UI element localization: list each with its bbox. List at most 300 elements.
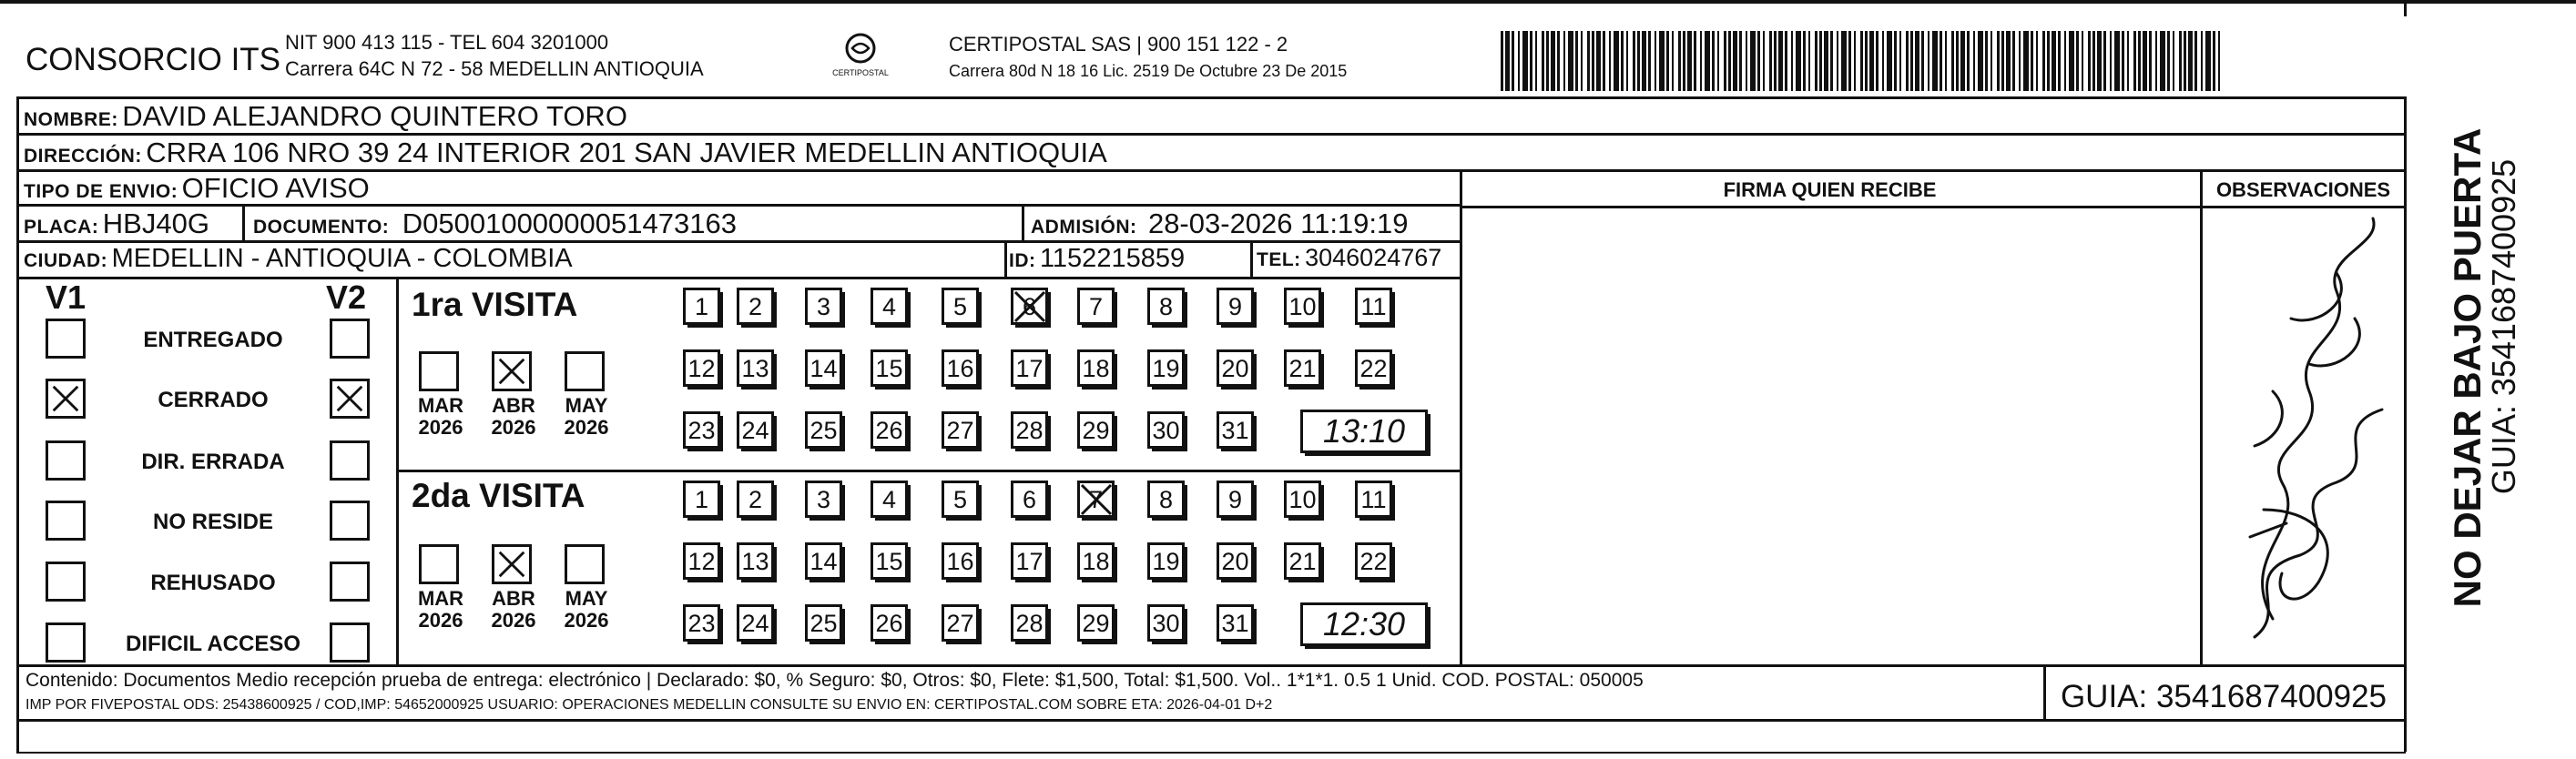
second-day-box[interactable]: 6 (1011, 481, 1048, 518)
svg-text:CERTIPOSTAL: CERTIPOSTAL (832, 68, 889, 77)
first-day-box[interactable]: 20 (1217, 349, 1254, 387)
barcode-bar (1960, 31, 1965, 91)
barcode-bar (1575, 31, 1578, 91)
barcode-bar (1997, 31, 2000, 91)
v2-checkbox[interactable] (330, 379, 370, 419)
barcode-bar (2092, 31, 2095, 91)
month-name: MAR (417, 587, 464, 610)
barcode-bar (1678, 31, 1681, 91)
second-day-box[interactable]: 8 (1147, 481, 1185, 518)
barcode-bar (1854, 31, 1856, 91)
barcode-bar (2047, 31, 2050, 91)
barcode-bar (2031, 31, 2033, 91)
barcode-bar (1728, 31, 1731, 91)
barcode-bar (1581, 31, 1583, 91)
second-day-box[interactable]: 18 (1077, 542, 1115, 580)
admision-row (1031, 207, 1409, 240)
second-day-box[interactable]: 31 (1217, 604, 1254, 642)
barcode-bar (1808, 31, 1810, 91)
row-line (396, 470, 1460, 472)
barcode-bar (1750, 31, 1756, 91)
barcode-bar (1824, 31, 1828, 91)
barcode-bar (1785, 31, 1787, 91)
second-day-box[interactable]: 30 (1147, 604, 1185, 642)
barcode-bar (1837, 31, 1838, 91)
first-day-box[interactable]: 24 (737, 411, 774, 449)
barcode-bar (1592, 31, 1594, 91)
first-month-checkbox[interactable] (492, 351, 532, 391)
second-day-box[interactable]: 19 (1147, 542, 1185, 580)
status-label: CERRADO (158, 388, 269, 412)
first-day-box[interactable]: 29 (1077, 411, 1115, 449)
first-day-box[interactable]: 3 (805, 288, 842, 325)
barcode-bar (2205, 31, 2211, 91)
tipo-row (24, 172, 370, 205)
barcode-bar (1633, 31, 1635, 91)
barcode-bar (1985, 31, 1988, 91)
barcode-bar (1865, 31, 1868, 91)
barcode-bar (1621, 31, 1624, 91)
second-day-box[interactable]: 29 (1077, 604, 1115, 642)
v1-label: V1 (46, 278, 87, 316)
first-day-box[interactable]: 10 (1284, 288, 1321, 325)
barcode-bar (1694, 31, 1696, 91)
top-border (0, 0, 2576, 4)
first-day-box[interactable]: 4 (871, 288, 908, 325)
barcode-bar (2194, 31, 2197, 91)
barcode-bar (1869, 31, 1874, 91)
placa-value: HBJ40G (102, 207, 209, 239)
col-line (242, 204, 245, 240)
month-year: 2026 (564, 609, 609, 632)
month-name: ABR (492, 394, 535, 417)
barcode-bar (1512, 31, 1514, 91)
nombre-value: DAVID ALEJANDRO QUINTERO TORO (122, 100, 627, 132)
second-day-box[interactable]: 13 (737, 542, 774, 580)
first-day-box[interactable]: 5 (942, 288, 979, 325)
v2-checkbox[interactable] (330, 622, 370, 663)
barcode-bar (2088, 31, 2091, 91)
status-label: DIFICIL ACCESO (125, 632, 300, 656)
barcode-bar (2023, 31, 2029, 91)
direccion-label: DIRECCIÓN: (24, 146, 142, 167)
barcode-bar (1973, 31, 1975, 91)
second-day-box[interactable]: 16 (942, 542, 979, 580)
second-day-box[interactable]: 26 (871, 604, 908, 642)
barcode-bar (1815, 31, 1817, 91)
firma-header: FIRMA QUIEN RECIBE (1723, 178, 1937, 201)
second-day-box[interactable]: 5 (942, 481, 979, 518)
first-day-box[interactable]: 28 (1011, 411, 1048, 449)
barcode-bar (1932, 31, 1938, 91)
certipostal-logo (830, 30, 891, 81)
barcode-bar (1769, 31, 1772, 91)
ciudad-label: CIUDAD: (24, 250, 108, 271)
status-label: DIR. ERRADA (141, 450, 285, 474)
barcode-bar (2188, 31, 2193, 91)
footer-line1: Contenido: Documentos Medio recepción prueba de entrega: electrónico | Declarado: $0, % Seguro: $0, Otros: $0, Flete: $1,500, Total: $1,500. Vol.. 1*1*1. 0.5 1 Unid. COD. POSTAL: 050005 (25, 670, 1644, 691)
first-day-box[interactable]: 26 (871, 411, 908, 449)
second-day-box[interactable]: 4 (871, 481, 908, 518)
month-name: MAR (417, 394, 464, 417)
barcode-bar (1683, 31, 1685, 91)
first-day-box[interactable]: 7 (1077, 288, 1115, 325)
barcode-bar (1991, 31, 1992, 91)
month-name: MAY (565, 587, 608, 610)
first-month-checkbox[interactable] (419, 351, 459, 391)
barcode-bar (2064, 31, 2066, 91)
barcode-bar (2082, 31, 2083, 91)
month-year: 2026 (564, 416, 609, 439)
day-mark-icon (1078, 481, 1115, 518)
barcode-bar (1978, 31, 1983, 91)
barcode-bar (1967, 31, 1970, 91)
second-day-box[interactable]: 7 (1077, 481, 1115, 518)
first-visit-title: 1ra VISITA (412, 286, 578, 323)
company-nit: NIT 900 413 115 - TEL 604 3201000 (285, 31, 609, 54)
barcode-bar (2006, 31, 2011, 91)
barcode-bar (1546, 31, 1549, 91)
second-day-box[interactable]: 23 (683, 604, 720, 642)
barcode-bar (1522, 31, 1528, 91)
barcode-bar (1951, 31, 1954, 91)
month-name: ABR (492, 587, 535, 610)
barcode-bar (2133, 31, 2136, 91)
barcode-bar (1518, 31, 1520, 91)
first-day-box[interactable]: 16 (942, 349, 979, 387)
first-day-box[interactable]: 25 (805, 411, 842, 449)
barcode-bar (1717, 31, 1719, 91)
barcode-bar (1535, 31, 1537, 91)
first-day-box[interactable]: 30 (1147, 411, 1185, 449)
barcode-bar (2103, 31, 2106, 91)
v2-checkbox[interactable] (330, 562, 370, 602)
barcode-bar (1666, 31, 1669, 91)
barcode-bar (1945, 31, 1947, 91)
second-month-label (412, 588, 470, 632)
barcode-bar (2160, 31, 2165, 91)
barcode-bar (1796, 31, 1801, 91)
barcode-bar (2012, 31, 2015, 91)
barcode-bar (2114, 31, 2120, 91)
second-day-box[interactable]: 14 (805, 542, 842, 580)
month-name: MAY (565, 394, 608, 417)
barcode-bar (1705, 31, 1710, 91)
second-month-checkbox[interactable] (565, 544, 605, 584)
admision-label: ADMISIÓN: (1031, 217, 1137, 238)
row-line (16, 133, 2406, 136)
month-year: 2026 (491, 416, 536, 439)
barcode-bar (1505, 31, 1510, 91)
first-day-box[interactable]: 15 (871, 349, 908, 387)
barcode-bar (1882, 31, 1884, 91)
first-day-box[interactable]: 1 (683, 288, 720, 325)
second-day-box[interactable]: 11 (1355, 481, 1392, 518)
company-name: CONSORCIO ITS (25, 42, 281, 77)
barcode-bar (2127, 31, 2129, 91)
barcode-bar (1614, 31, 1619, 91)
row-line (16, 719, 2406, 722)
second-day-box[interactable]: 10 (1284, 481, 1321, 518)
first-day-box[interactable]: 17 (1011, 349, 1048, 387)
v1-checkbox[interactable] (46, 379, 86, 419)
barcode-bar (1774, 31, 1777, 91)
barcode-bar (1542, 31, 1544, 91)
tipo-label: TIPO DE ENVIO: (24, 181, 178, 202)
v1-checkbox[interactable] (46, 440, 86, 481)
first-day-box[interactable]: 27 (942, 411, 979, 449)
barcode-bar (2201, 31, 2203, 91)
barcode (1501, 31, 2225, 91)
barcode-bar (2001, 31, 2004, 91)
documento-row (253, 207, 737, 240)
v2-label: V2 (326, 278, 367, 316)
documento-value: D05001000000051473163 (402, 207, 737, 239)
second-visit-title: 2da VISITA (412, 477, 585, 514)
first-day-box[interactable]: 19 (1147, 349, 1185, 387)
barcode-bar (1841, 31, 1847, 91)
v1-checkbox[interactable] (46, 622, 86, 663)
second-day-box[interactable]: 22 (1355, 542, 1392, 580)
second-day-box[interactable]: 3 (805, 481, 842, 518)
barcode-bar (1648, 31, 1651, 91)
documento-label: DOCUMENTO: (253, 217, 390, 238)
barcode-bar (2036, 31, 2038, 91)
second-month-checkbox[interactable] (419, 544, 459, 584)
tel-label: TEL: (1257, 249, 1301, 270)
status-label: NO RESIDE (152, 510, 274, 534)
first-day-box[interactable]: 22 (1355, 349, 1392, 387)
form-bottom-line (16, 752, 2406, 754)
barcode-bar (1757, 31, 1760, 91)
second-day-box[interactable]: 25 (805, 604, 842, 642)
barcode-bar (2179, 31, 2182, 91)
nombre-label: NOMBRE: (24, 109, 118, 130)
direccion-row (24, 137, 1107, 169)
barcode-bar (1609, 31, 1611, 91)
id-value: 1152215859 (1039, 244, 1186, 273)
barcode-bar (1530, 31, 1532, 91)
barcode-bar (1915, 31, 1919, 91)
second-month-label (484, 588, 543, 632)
barcode-bar (2138, 31, 2141, 91)
first-day-box[interactable]: 23 (683, 411, 720, 449)
first-day-box[interactable]: 14 (805, 349, 842, 387)
v2-checkbox[interactable] (330, 501, 370, 541)
first-time-box[interactable]: 13:10 (1300, 410, 1428, 453)
barcode-bar (1587, 31, 1590, 91)
second-day-box[interactable]: 21 (1284, 542, 1321, 580)
col-line (1460, 169, 1462, 666)
id-row (1009, 244, 1185, 274)
first-day-box[interactable]: 9 (1217, 288, 1254, 325)
certipostal-line2: Carrera 80d N 18 16 Lic. 2519 De Octubre 23 De 2015 (949, 62, 1348, 80)
second-day-box[interactable]: 20 (1217, 542, 1254, 580)
barcode-bar (1803, 31, 1806, 91)
footer-line2: IMP POR FIVEPOSTAL ODS: 25438600925 / COD,IMP: 54652000925 USUARIO: OPERACIONES MEDELLIN CONSULTE SU ENVIO EN: CERTIPOSTAL.COM SOBRE ETA: 2026-04-01 D+2 (25, 697, 1273, 713)
row-line (16, 277, 1460, 279)
barcode-bar (2173, 31, 2174, 91)
barcode-bar (2149, 31, 2152, 91)
barcode-bar (2122, 31, 2124, 91)
barcode-bar (1501, 31, 1503, 91)
second-day-box[interactable]: 15 (871, 542, 908, 580)
barcode-bar (1626, 31, 1628, 91)
col-line (1250, 240, 1253, 277)
company-address: Carrera 64C N 72 - 58 MEDELLIN ANTIOQUIA (285, 57, 704, 80)
second-day-box[interactable]: 1 (683, 481, 720, 518)
tel-row (1257, 244, 1441, 272)
status-label: REHUSADO (150, 571, 276, 595)
admision-value: 28-03-2026 11:19:19 (1147, 207, 1409, 239)
certipostal-line1: CERTIPOSTAL SAS | 900 151 122 - 2 (949, 33, 1288, 56)
row-line (1460, 206, 2404, 208)
second-day-box[interactable]: 24 (737, 604, 774, 642)
ciudad-row (24, 244, 573, 274)
barcode-bar (2058, 31, 2061, 91)
barcode-bar (2076, 31, 2079, 91)
barcode-bar (1876, 31, 1879, 91)
first-day-box[interactable]: 18 (1077, 349, 1115, 387)
barcode-bar (1700, 31, 1702, 91)
barcode-bar (1672, 31, 1674, 91)
barcode-bar (2184, 31, 2186, 91)
status-label: ENTREGADO (143, 328, 283, 352)
first-day-box[interactable]: 11 (1355, 288, 1392, 325)
barcode-bar (1563, 31, 1565, 91)
barcode-bar (1848, 31, 1851, 91)
barcode-bar (1596, 31, 1601, 91)
first-month-label (484, 395, 543, 439)
direccion-value: CRRA 106 NRO 39 24 INTERIOR 201 SAN JAVIER MEDELLIN ANTIOQUIA (146, 137, 1107, 168)
barcode-bar (1778, 31, 1783, 91)
month-year: 2026 (491, 609, 536, 632)
second-day-box[interactable]: 2 (737, 481, 774, 518)
v1-checkbox[interactable] (46, 562, 86, 602)
barcode-bar (1956, 31, 1959, 91)
second-month-checkbox[interactable] (492, 544, 532, 584)
barcode-bar (1733, 31, 1737, 91)
barcode-bar (1763, 31, 1765, 91)
second-day-box[interactable]: 12 (683, 542, 720, 580)
barcode-bar (1687, 31, 1692, 91)
barcode-bar (1724, 31, 1726, 91)
v2-checkbox[interactable] (330, 319, 370, 359)
barcode-bar (2213, 31, 2215, 91)
first-month-label (557, 395, 616, 439)
signature-image (2200, 209, 2404, 664)
form-left-line (16, 96, 19, 752)
v1-checkbox[interactable] (46, 501, 86, 541)
barcode-bar (2042, 31, 2045, 91)
second-day-box[interactable]: 9 (1217, 481, 1254, 518)
col-line (1004, 240, 1007, 277)
col-line (396, 277, 399, 664)
first-day-box[interactable]: 2 (737, 288, 774, 325)
second-month-label (557, 588, 616, 632)
barcode-bar (1819, 31, 1822, 91)
form-top-line (16, 96, 2406, 99)
first-day-box[interactable]: 12 (683, 349, 720, 387)
first-day-box[interactable]: 6 (1011, 288, 1048, 325)
row-line (16, 240, 1460, 243)
placa-label: PLACA: (24, 217, 99, 238)
v1-checkbox[interactable] (46, 319, 86, 359)
barcode-bar (1642, 31, 1646, 91)
barcode-bar (1551, 31, 1555, 91)
side-text (2427, 127, 2522, 646)
right-tick (2404, 0, 2407, 16)
v2-checkbox[interactable] (330, 440, 370, 481)
side-guia: GUIA: 3541687400925 (2485, 158, 2522, 495)
barcode-bar (1659, 31, 1665, 91)
placa-row (24, 207, 209, 240)
barcode-bar (1899, 31, 1901, 91)
row-line (16, 169, 2406, 172)
barcode-bar (1921, 31, 1924, 91)
barcode-bar (1860, 31, 1863, 91)
second-day-box[interactable]: 28 (1011, 604, 1048, 642)
observaciones-header: OBSERVACIONES (2215, 178, 2391, 201)
barcode-bar (1830, 31, 1833, 91)
barcode-bar (2155, 31, 2157, 91)
second-time-box[interactable]: 12:30 (1300, 602, 1428, 646)
barcode-bar (1568, 31, 1573, 91)
barcode-bar (1739, 31, 1742, 91)
first-day-box[interactable]: 21 (1284, 349, 1321, 387)
barcode-bar (1637, 31, 1640, 91)
barcode-bar (1791, 31, 1793, 91)
nombre-row (24, 100, 627, 133)
first-day-box[interactable]: 13 (737, 349, 774, 387)
barcode-bar (1928, 31, 1929, 91)
barcode-bar (1603, 31, 1605, 91)
barcode-bar (1557, 31, 1560, 91)
day-mark-icon (1012, 288, 1048, 325)
barcode-bar (1910, 31, 1913, 91)
barcode-bar (2143, 31, 2147, 91)
first-month-label (412, 395, 470, 439)
id-label: ID: (1009, 250, 1036, 271)
barcode-bar (2052, 31, 2056, 91)
barcode-bar (1655, 31, 1656, 91)
barcode-bar (2097, 31, 2102, 91)
first-day-box[interactable]: 31 (1217, 411, 1254, 449)
second-day-box[interactable]: 17 (1011, 542, 1048, 580)
second-day-box[interactable]: 27 (942, 604, 979, 642)
first-day-box[interactable]: 8 (1147, 288, 1185, 325)
barcode-bar (1712, 31, 1715, 91)
ciudad-value: MEDELLIN - ANTIOQUIA - COLOMBIA (111, 244, 573, 273)
month-year: 2026 (418, 416, 463, 439)
tel-value: 3046024767 (1305, 244, 1442, 271)
barcode-bar (1894, 31, 1897, 91)
footer-guia: GUIA: 3541687400925 (2060, 679, 2388, 714)
no-dejar-bajo-puerta: NO DEJAR BAJO PUERTA (2446, 127, 2489, 608)
form-right-line (2404, 96, 2407, 752)
tipo-value: OFICIO AVISO (181, 172, 370, 204)
barcode-bar (1887, 31, 1892, 91)
barcode-bar (2167, 31, 2170, 91)
barcode-bar (2110, 31, 2112, 91)
col-line (1022, 204, 1024, 240)
month-year: 2026 (418, 609, 463, 632)
barcode-bar (1746, 31, 1747, 91)
barcode-bar (2218, 31, 2220, 91)
row-line (16, 664, 2406, 667)
first-month-checkbox[interactable] (565, 351, 605, 391)
barcode-bar (2019, 31, 2021, 91)
